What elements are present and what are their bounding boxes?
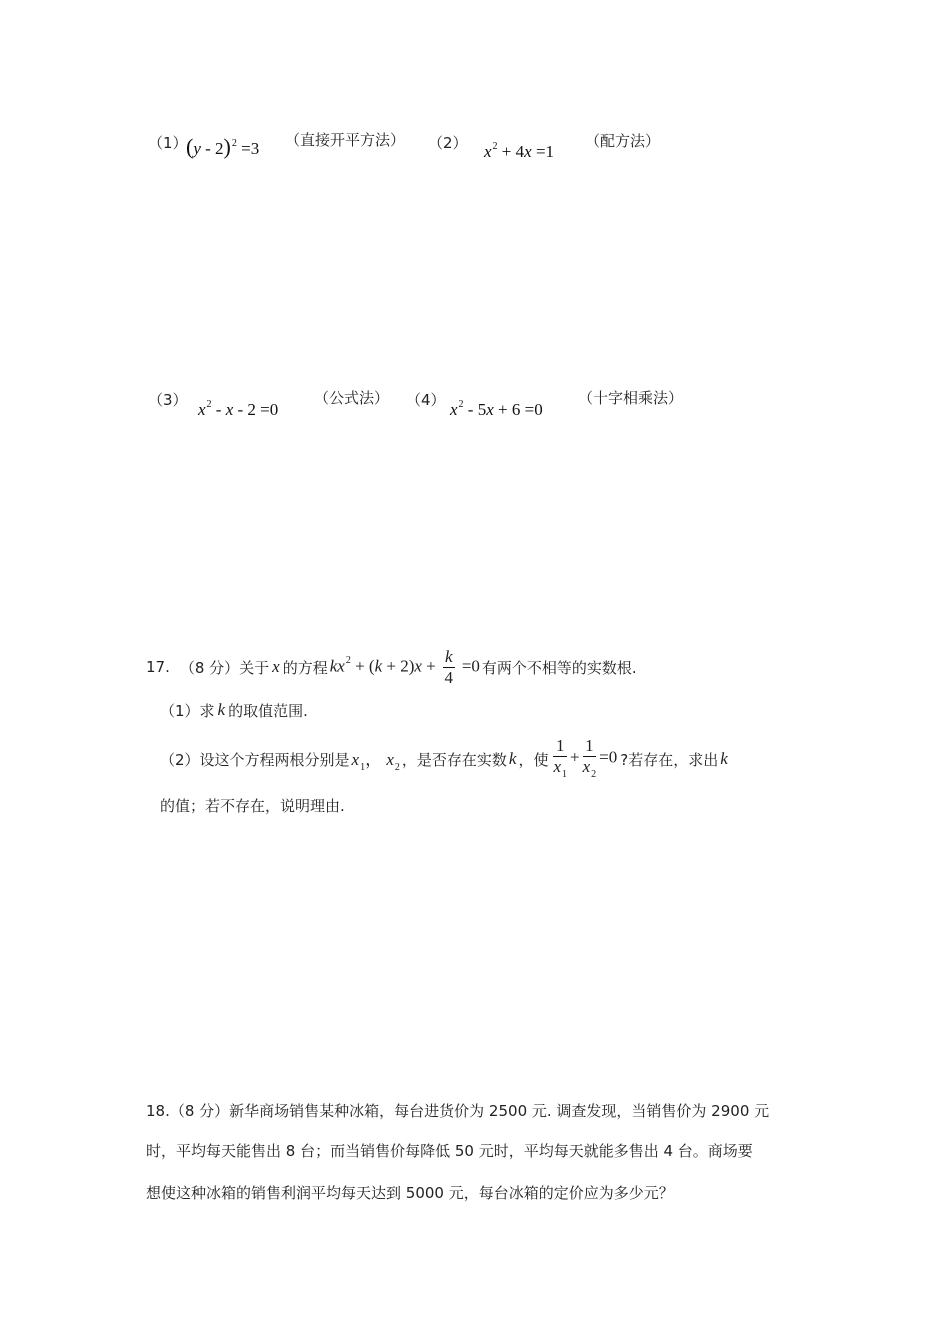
part4-label: （4） [406, 391, 446, 409]
question-17-intro-c: 有两个不相等的实数根. [481, 658, 637, 677]
question-17-intro-a: （8 分）关于 [179, 658, 270, 677]
question-17-part2 [160, 735, 728, 783]
part1-method: （直接开平方法） [285, 131, 406, 149]
variable-k: k [217, 700, 226, 719]
equation-2: $x^2 + 4x =1$ [484, 141, 555, 161]
part2-method: （配方法） [585, 132, 661, 150]
variable-x: x [272, 657, 280, 676]
part3-label: （3） [148, 391, 188, 409]
part3-method: （公式法） [314, 389, 390, 407]
question-18-line3: 想使这种冰箱的销售利润平均每天达到 5000 元，每台冰箱的定价应为多少元？ [146, 1184, 674, 1202]
part2-label: （2） [428, 134, 468, 152]
part2-text-d: ?若存在，求出 [620, 750, 719, 769]
question-17-stem [146, 645, 637, 689]
equation-17: $kx^2 + (k + 2)x$ + $\frac{k}{4}$ =0 [329, 646, 480, 687]
question-18-line2: 时，平均每天能售出 8 台；而当销售价每降低 50 元时，平均每天就能多售出 4 台。商场要 [146, 1142, 753, 1160]
question-17-part1 [160, 698, 308, 722]
variable-k: k [508, 749, 517, 768]
part1-text-b: 的取值范围. [228, 701, 308, 720]
part4-method: （十字相乘法） [578, 389, 684, 407]
part2-text-e: 的值；若不存在，说明理由. [160, 797, 345, 815]
part2-text-b: ，是否存在实数 [401, 750, 507, 769]
part1-text-a: （1）求 [160, 701, 215, 720]
reciprocal-sum-equation: $\frac{1}{x_1}$ + $\frac{1}{x_2}$ =0 [553, 736, 618, 781]
equation-3: $x^2 - x - 2 =0$ [198, 399, 279, 419]
roots: $x_1$， $x_2$ [351, 750, 400, 773]
part2-text-a: （2）设这个方程两根分别是 [160, 750, 350, 769]
variable-k: k [720, 749, 728, 768]
question-17-number: 17. [146, 658, 170, 676]
equation-1: (y - 2)$^2$ =3 [186, 134, 260, 159]
part1-label: （1） [148, 134, 188, 152]
equation-4: $x^2 - 5x + 6 =0$ [450, 399, 543, 419]
part2-text-c: ，使 [518, 750, 549, 769]
question-18-line1: 18.（8 分）新华商场销售某种冰箱，每台进货价为 2500 元. 调查发现，当销售价为 2900 元 [146, 1102, 770, 1120]
question-17-intro-b: 的方程 [282, 658, 328, 677]
